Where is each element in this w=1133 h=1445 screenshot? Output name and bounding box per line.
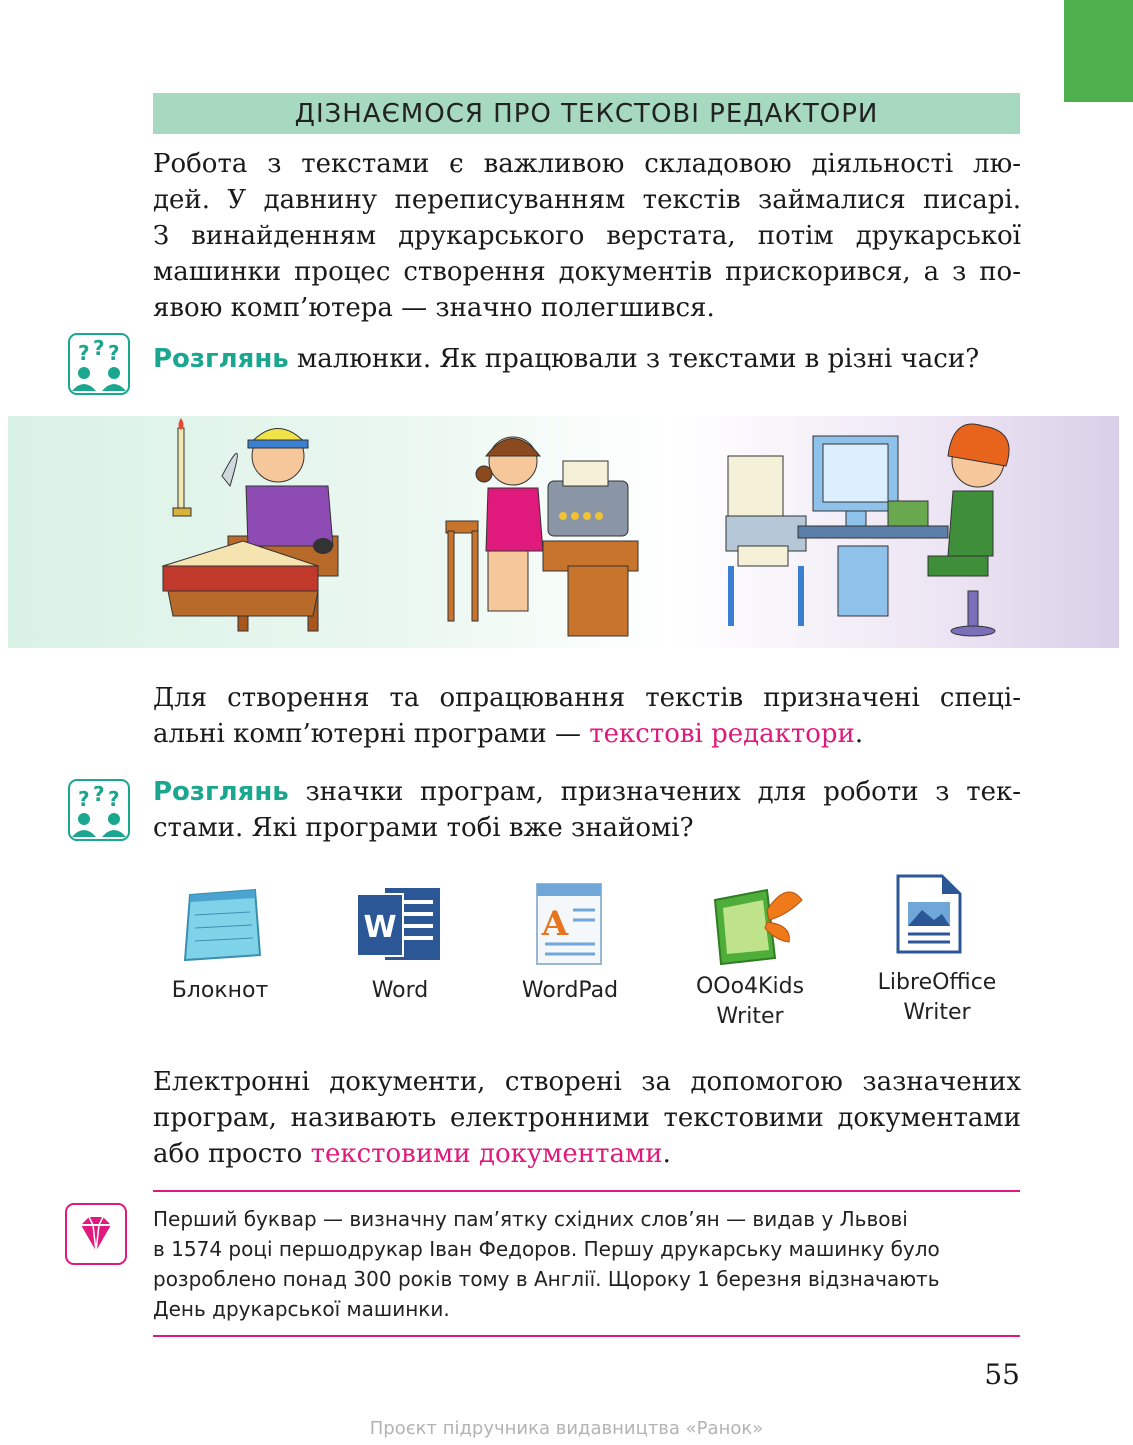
documents-period: .: [662, 1139, 671, 1169]
svg-text:?: ?: [93, 782, 105, 806]
app-label: Word: [371, 978, 429, 1003]
app-wordpad[interactable]: [525, 880, 615, 974]
word-icon: [355, 880, 445, 970]
documents-line: програм, називають електронними текстовими документами: [153, 1103, 1021, 1133]
svg-text:A: A: [541, 904, 569, 944]
fact-note: [153, 1204, 1021, 1324]
app-label: [862, 968, 1012, 1028]
app-label: WordPad: [521, 978, 619, 1003]
app-label: Блокнот: [171, 978, 269, 1003]
svg-text:?: ?: [108, 341, 120, 365]
note-line: Перший буквар — визначну пам’ятку східних слов’ян — видав у Львові: [153, 1207, 908, 1231]
term-text-editors: текстові редактори: [589, 719, 855, 749]
task-keyword: Розглянь: [153, 344, 289, 374]
discussion-icon: [68, 779, 130, 841]
definition-paragraph: [153, 680, 1021, 752]
footer-watermark: Проєкт підручника видавництва «Ранок»: [369, 1418, 764, 1439]
task-keyword: Розглянь: [153, 777, 289, 807]
app-label-line: OOo4Kids: [695, 974, 805, 999]
svg-text:W: W: [363, 910, 397, 945]
documents-text: або просто: [153, 1139, 311, 1169]
svg-text:?: ?: [93, 336, 105, 360]
app-label-line: LibreOffice: [877, 970, 997, 995]
intro-line: явою комп’ютера — значно полегшився.: [153, 293, 715, 323]
notepad-icon: [175, 880, 265, 970]
app-label-line: Writer: [716, 1004, 784, 1029]
typist-illustration: [446, 437, 638, 636]
definition-line: Для створення та опрацювання текстів призначені спеці-: [153, 683, 1021, 713]
app-libreoffice-writer[interactable]: [894, 874, 964, 958]
task-1: [153, 341, 1021, 377]
term-text-documents: текстовими документами: [310, 1139, 663, 1169]
ooo4kids-icon: [707, 880, 807, 970]
note-line: розроблено понад 300 років тому в Англії. Щороку 1 березня відзначають: [153, 1267, 940, 1291]
app-label-line: Writer: [903, 1000, 971, 1025]
note-top-rule: [153, 1190, 1020, 1192]
intro-line: машинки процес створення документів прискорився, а з по-: [153, 257, 1021, 287]
definition-text: альні комп’ютерні програми —: [153, 719, 590, 749]
app-notepad[interactable]: [175, 880, 265, 974]
svg-text:?: ?: [78, 787, 90, 811]
chapter-tab: [1064, 0, 1133, 102]
task-text: значки програм, призначених для роботи з тек-: [288, 777, 1021, 807]
diamond-icon: [65, 1203, 127, 1265]
app-ooo4kids[interactable]: [707, 880, 807, 974]
task-text: стами. Які програми тобі вже знайомі?: [153, 813, 694, 843]
svg-text:?: ?: [78, 341, 90, 365]
intro-paragraph: [153, 146, 1021, 326]
intro-line: З винайденням друкарського верстата, потім друкарської: [153, 221, 1021, 251]
task-2: [153, 774, 1021, 846]
wordpad-icon: [525, 880, 615, 970]
intro-line: Робота з текстами є важливою складовою діяльності лю-: [153, 149, 1021, 179]
note-line: в 1574 році першодрукар Іван Федоров. Першу друкарську машинку було: [153, 1237, 940, 1261]
app-word[interactable]: [355, 880, 445, 974]
illustration-banner: [8, 416, 1119, 648]
note-line: День друкарської машинки.: [153, 1297, 450, 1321]
intro-line: дей. У давнину переписуванням текстів займалися писарі.: [153, 185, 1021, 215]
discussion-icon: [68, 333, 130, 395]
page-number: 55: [984, 1358, 1020, 1391]
app-label: [680, 972, 820, 1032]
scribe-illustration: [163, 418, 338, 631]
definition-period: .: [854, 719, 864, 749]
documents-paragraph: [153, 1064, 1021, 1172]
note-bottom-rule: [153, 1335, 1020, 1337]
writing-history-illustration: [8, 416, 1119, 648]
computer-user-illustration: [726, 424, 1009, 636]
task-text: малюнки. Як працювали з текстами в різні часи?: [288, 344, 980, 374]
svg-text:?: ?: [108, 787, 120, 811]
libreoffice-writer-icon: [894, 874, 964, 954]
documents-line: Електронні документи, створені за допомогою зазначених: [153, 1067, 1021, 1097]
section-title: ДІЗНАЄМОСЯ ПРО ТЕКСТОВІ РЕДАКТОРИ: [153, 93, 1020, 134]
